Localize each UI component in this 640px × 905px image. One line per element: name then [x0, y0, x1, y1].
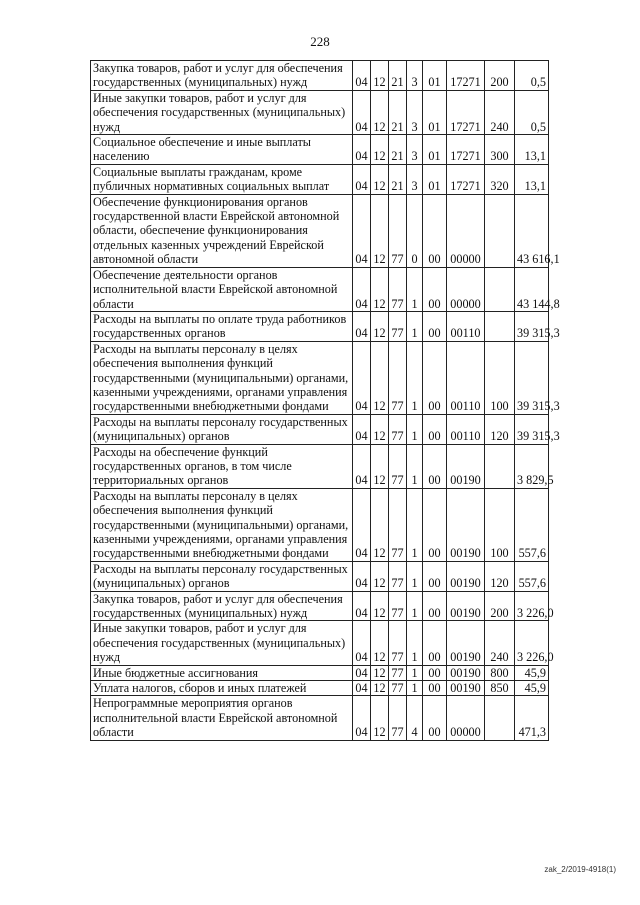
code-expense-type: 320 [485, 164, 515, 194]
code-direction: 00000 [447, 696, 485, 740]
table-row [91, 444, 549, 488]
code-activity: 00 [423, 488, 447, 561]
code-subsection: 12 [371, 61, 389, 91]
code-section: 04 [353, 267, 371, 311]
code-expense-type: 200 [485, 591, 515, 621]
page-number: 228 [310, 34, 330, 49]
code-program: 21 [389, 90, 407, 134]
row-name: Расходы на выплаты персоналу государственных (муниципальных) органов [91, 414, 353, 444]
code-direction: 00110 [447, 414, 485, 444]
code-expense-type: 120 [485, 561, 515, 591]
row-name: Обеспечение функционирования органов государственной власти Еврейской автономной области, обеспечение функционирования отдельных казенных учреждений Еврейской автономной области [91, 194, 353, 267]
code-subprogram: 1 [407, 488, 423, 561]
code-subsection: 12 [371, 311, 389, 341]
row-amount: 39 315,3 [515, 414, 549, 444]
row-name: Расходы на выплаты по оплате труда работников государственных органов [91, 311, 353, 341]
code-subprogram: 3 [407, 90, 423, 134]
code-activity: 00 [423, 621, 447, 665]
code-section: 04 [353, 61, 371, 91]
code-direction: 00190 [447, 444, 485, 488]
code-expense-type: 850 [485, 681, 515, 696]
table-row [91, 194, 549, 267]
code-subsection: 12 [371, 696, 389, 740]
code-activity: 01 [423, 61, 447, 91]
code-direction: 00190 [447, 621, 485, 665]
code-activity: 00 [423, 681, 447, 696]
code-section: 04 [353, 164, 371, 194]
code-activity: 00 [423, 414, 447, 444]
code-program: 77 [389, 621, 407, 665]
code-activity: 00 [423, 444, 447, 488]
row-amount: 13,1 [515, 164, 549, 194]
code-section: 04 [353, 135, 371, 165]
code-subprogram: 0 [407, 194, 423, 267]
row-amount: 0,5 [515, 90, 549, 134]
table-row [91, 696, 549, 740]
row-name: Закупка товаров, работ и услуг для обеспечения государственных (муниципальных) нужд [91, 591, 353, 621]
code-expense-type: 240 [485, 621, 515, 665]
code-subsection: 12 [371, 561, 389, 591]
code-subprogram: 3 [407, 61, 423, 91]
code-subsection: 12 [371, 488, 389, 561]
code-activity: 00 [423, 591, 447, 621]
code-subprogram: 1 [407, 681, 423, 696]
code-direction: 00000 [447, 194, 485, 267]
code-expense-type [485, 696, 515, 740]
code-activity: 00 [423, 311, 447, 341]
code-expense-type [485, 311, 515, 341]
code-section: 04 [353, 311, 371, 341]
row-amount: 45,9 [515, 665, 549, 680]
table-row [91, 488, 549, 561]
table-row [91, 135, 549, 165]
code-expense-type: 120 [485, 414, 515, 444]
code-direction: 17271 [447, 164, 485, 194]
code-program: 21 [389, 164, 407, 194]
code-program: 77 [389, 681, 407, 696]
row-name: Расходы на выплаты персоналу в целях обеспечения выполнения функций государственными (муниципальными) органами, казенными учреждениями, органами управления государственными внебюджетными фондами [91, 341, 353, 414]
code-expense-type [485, 267, 515, 311]
row-amount: 557,6 [515, 488, 549, 561]
code-subprogram: 1 [407, 414, 423, 444]
table-row [91, 90, 549, 134]
row-name: Уплата налогов, сборов и иных платежей [91, 681, 353, 696]
code-expense-type: 240 [485, 90, 515, 134]
code-program: 77 [389, 696, 407, 740]
code-program: 21 [389, 61, 407, 91]
row-name: Закупка товаров, работ и услуг для обеспечения государственных (муниципальных) нужд [91, 61, 353, 91]
code-program: 77 [389, 591, 407, 621]
code-expense-type [485, 194, 515, 267]
code-subsection: 12 [371, 341, 389, 414]
row-name: Обеспечение деятельности органов исполнительной власти Еврейской автономной области [91, 267, 353, 311]
table-row [91, 621, 549, 665]
code-subprogram: 1 [407, 561, 423, 591]
row-amount: 557,6 [515, 561, 549, 591]
code-program: 77 [389, 267, 407, 311]
code-direction: 17271 [447, 90, 485, 134]
row-name: Непрограммные мероприятия органов исполнительной власти Еврейской автономной области [91, 696, 353, 740]
code-direction: 17271 [447, 61, 485, 91]
code-direction: 00190 [447, 591, 485, 621]
code-subsection: 12 [371, 164, 389, 194]
code-activity: 01 [423, 135, 447, 165]
row-amount: 45,9 [515, 681, 549, 696]
row-name: Расходы на выплаты персоналу государственных (муниципальных) органов [91, 561, 353, 591]
table-row [91, 591, 549, 621]
code-section: 04 [353, 488, 371, 561]
budget-table-body [91, 61, 560, 741]
code-section: 04 [353, 414, 371, 444]
code-direction: 00190 [447, 665, 485, 680]
code-subsection: 12 [371, 90, 389, 134]
code-expense-type: 300 [485, 135, 515, 165]
table-row [91, 665, 549, 680]
code-section: 04 [353, 665, 371, 680]
code-subsection: 12 [371, 591, 389, 621]
row-name: Иные закупки товаров, работ и услуг для обеспечения государственных (муниципальных) нужд [91, 621, 353, 665]
code-direction: 00110 [447, 311, 485, 341]
table-row [91, 311, 549, 341]
code-program: 21 [389, 135, 407, 165]
row-amount: 39 315,3 [515, 311, 549, 341]
code-program: 77 [389, 194, 407, 267]
row-amount: 13,1 [515, 135, 549, 165]
code-activity: 00 [423, 341, 447, 414]
code-subprogram: 1 [407, 444, 423, 488]
code-subsection: 12 [371, 194, 389, 267]
code-expense-type [485, 444, 515, 488]
row-name: Расходы на обеспечение функций государственных органов, в том числе территориальных органов [91, 444, 353, 488]
code-section: 04 [353, 681, 371, 696]
budget-table [90, 60, 560, 741]
table-row [91, 414, 549, 444]
row-name: Социальное обеспечение и иные выплаты населению [91, 135, 353, 165]
code-activity: 01 [423, 164, 447, 194]
code-subprogram: 3 [407, 164, 423, 194]
code-activity: 00 [423, 267, 447, 311]
table-row [91, 164, 549, 194]
code-expense-type: 800 [485, 665, 515, 680]
code-subsection: 12 [371, 681, 389, 696]
code-activity: 00 [423, 665, 447, 680]
code-subsection: 12 [371, 665, 389, 680]
row-amount: 3 226,0 [515, 591, 549, 621]
row-amount: 471,3 [515, 696, 549, 740]
code-activity: 00 [423, 194, 447, 267]
code-section: 04 [353, 90, 371, 134]
code-activity: 01 [423, 90, 447, 134]
document-code: zak_2/2019-4918(1) [544, 865, 616, 874]
code-activity: 00 [423, 696, 447, 740]
code-subprogram: 1 [407, 267, 423, 311]
row-name: Социальные выплаты гражданам, кроме публичных нормативных социальных выплат [91, 164, 353, 194]
code-subsection: 12 [371, 135, 389, 165]
code-expense-type: 100 [485, 341, 515, 414]
row-amount: 43 144,8 [515, 267, 549, 311]
row-amount: 0,5 [515, 61, 549, 91]
code-subprogram: 1 [407, 591, 423, 621]
row-amount: 3 829,5 [515, 444, 549, 488]
code-section: 04 [353, 561, 371, 591]
row-amount: 43 616,1 [515, 194, 549, 267]
code-subprogram: 3 [407, 135, 423, 165]
code-direction: 00190 [447, 681, 485, 696]
row-amount: 3 226,0 [515, 621, 549, 665]
code-expense-type: 200 [485, 61, 515, 91]
row-amount: 39 315,3 [515, 341, 549, 414]
code-subprogram: 4 [407, 696, 423, 740]
code-subprogram: 1 [407, 311, 423, 341]
code-section: 04 [353, 696, 371, 740]
code-subsection: 12 [371, 444, 389, 488]
row-name: Иные бюджетные ассигнования [91, 665, 353, 680]
code-subsection: 12 [371, 621, 389, 665]
code-subprogram: 1 [407, 621, 423, 665]
code-program: 77 [389, 444, 407, 488]
table-row [91, 561, 549, 591]
code-section: 04 [353, 341, 371, 414]
code-section: 04 [353, 194, 371, 267]
code-direction: 00000 [447, 267, 485, 311]
table-row [91, 61, 549, 91]
code-activity: 00 [423, 561, 447, 591]
code-direction: 00190 [447, 488, 485, 561]
code-section: 04 [353, 621, 371, 665]
code-subprogram: 1 [407, 341, 423, 414]
row-name: Расходы на выплаты персоналу в целях обеспечения выполнения функций государственными (муниципальными) органами, казенными учреждениями, органами управления государственными внебюджетными фондами [91, 488, 353, 561]
code-program: 77 [389, 561, 407, 591]
code-subsection: 12 [371, 414, 389, 444]
code-subprogram: 1 [407, 665, 423, 680]
row-name: Иные закупки товаров, работ и услуг для обеспечения государственных (муниципальных) нужд [91, 90, 353, 134]
table-row [91, 341, 549, 414]
code-program: 77 [389, 341, 407, 414]
code-program: 77 [389, 414, 407, 444]
code-direction: 00190 [447, 561, 485, 591]
code-subsection: 12 [371, 267, 389, 311]
table-row [91, 681, 549, 696]
code-section: 04 [353, 444, 371, 488]
code-direction: 00110 [447, 341, 485, 414]
code-program: 77 [389, 311, 407, 341]
code-expense-type: 100 [485, 488, 515, 561]
code-section: 04 [353, 591, 371, 621]
code-direction: 17271 [447, 135, 485, 165]
table-row [91, 267, 549, 311]
code-program: 77 [389, 665, 407, 680]
code-program: 77 [389, 488, 407, 561]
